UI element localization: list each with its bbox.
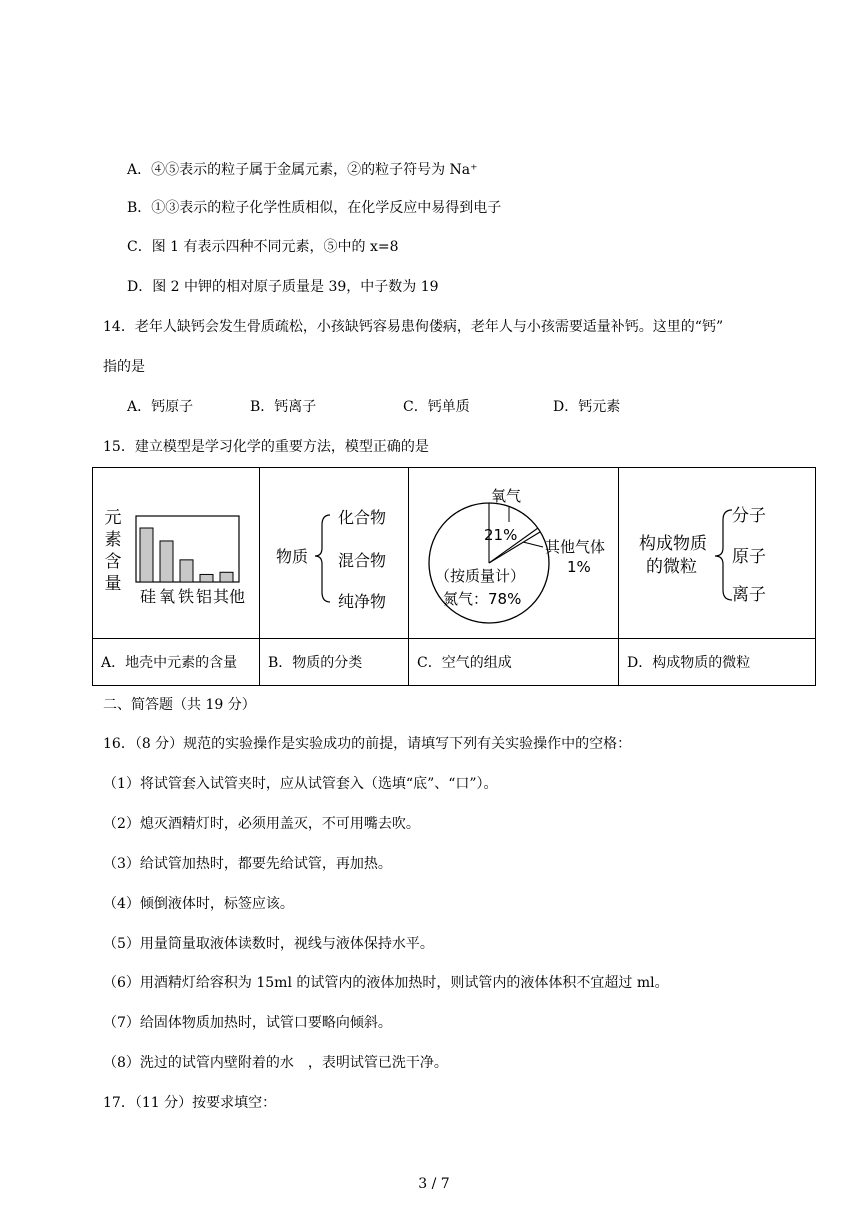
- model-c-oxygen-label: 氧气: [491, 487, 522, 505]
- model-b-brace: [315, 515, 330, 602]
- model-c-other-pct: 1%: [567, 558, 591, 576]
- model-a-ylabel-char: 元: [104, 508, 122, 528]
- model-b-root: 物质: [276, 547, 309, 566]
- model-b-branch: 化合物: [338, 508, 387, 527]
- model-a-ylabel-char: 含: [104, 552, 122, 572]
- q13-option-b: B．①③表示的粒子化学性质相似，在化学反应中易得到电子: [127, 200, 502, 216]
- q16-item-6: （6）用酒精灯给容积为 15ml 的试管内的液体加热时，则试管内的液体体积不宜超过 ml。: [103, 975, 669, 991]
- q16-stem: 16．（8 分）规范的实验操作是实验成功的前提，请填写下列有关实验操作中的空格：: [103, 736, 632, 752]
- model-d-root-line2: 的微粒: [646, 557, 697, 577]
- q14-option-d: D．钙元素: [553, 399, 621, 415]
- model-b-branch: 纯净物: [338, 592, 387, 611]
- model-b-caption: B．物质的分类: [260, 639, 409, 686]
- q13-option-d: D．图 2 中钾的相对原子质量是 39，中子数为 19: [127, 279, 439, 295]
- model-d-branch: 分子: [732, 506, 766, 526]
- model-c-basis: （按质量计）: [435, 567, 526, 585]
- q13-option-c: C．图 1 有表示四种不同元素，⑤中的 x=8: [127, 239, 399, 255]
- model-a-category-label: 铁: [177, 587, 195, 606]
- model-a-ylabel-char: 素: [104, 530, 122, 550]
- model-a-caption: A．地壳中元素的含量: [93, 639, 260, 686]
- model-b-diagram: [260, 468, 408, 638]
- model-d-branch: 原子: [732, 547, 766, 567]
- model-b-branch: 混合物: [338, 551, 387, 570]
- model-d-root-line1: 构成物质: [639, 534, 707, 554]
- q14-option-a: A．钙原子: [127, 399, 194, 415]
- model-c-oxygen-pct: 21%: [484, 526, 518, 544]
- model-a-bar: [160, 541, 173, 582]
- model-c-pie-chart: [409, 468, 618, 638]
- section-heading: 二、简答题（共 19 分）: [103, 697, 256, 713]
- model-d-caption: D．构成物质的微粒: [619, 639, 816, 686]
- q16-item-5: （5）用量筒量取液体读数时，视线与液体保持水平。: [103, 936, 434, 952]
- q15-stem: 15．建立模型是学习化学的重要方法，模型正确的是: [103, 439, 429, 455]
- page-number: 3 / 7: [418, 1176, 450, 1192]
- model-c-caption: C．空气的组成: [409, 639, 619, 686]
- q15-model-table: [92, 467, 816, 686]
- q16-item-8: （8）洗过的试管内壁附着的水 ，表明试管已洗干净。: [103, 1055, 448, 1071]
- q14-option-c: C．钙单质: [403, 399, 470, 415]
- model-a-category-label: 铝: [195, 587, 213, 606]
- model-a-bar: [220, 572, 233, 582]
- model-a-bar: [140, 528, 153, 582]
- model-a-bar: [180, 560, 193, 582]
- model-a-category-label: 硅: [139, 587, 157, 606]
- model-b-cell: [260, 468, 409, 639]
- model-d-cell: [619, 468, 816, 639]
- q14-stem-line2: 指的是: [103, 359, 145, 375]
- model-d-brace: [715, 510, 732, 600]
- model-a-ylabel-char: 量: [104, 574, 122, 594]
- model-c-nitrogen-text: 氮气：78%: [443, 590, 522, 608]
- q16-item-2: （2）熄灭酒精灯时，必须用盖灭，不可用嘴去吹。: [103, 816, 420, 832]
- model-c-cell: [409, 468, 619, 639]
- model-a-bar: [200, 574, 213, 582]
- model-c-other-label: 其他气体: [545, 538, 606, 556]
- model-a-cell: [93, 468, 260, 639]
- q16-item-7: （7）给固体物质加热时，试管口要略向倾斜。: [103, 1015, 392, 1031]
- q13-option-a: A．④⑤表示的粒子属于金属元素，②的粒子符号为 Na⁺: [127, 162, 478, 178]
- q16-item-4: （4）倾倒液体时，标签应该。: [103, 896, 294, 912]
- model-d-diagram: [619, 468, 815, 638]
- q14-stem-line1: 14．老年人缺钙会发生骨质疏松，小孩缺钙容易患佝偻病，老年人与小孩需要适量补钙。这里的“钙”: [103, 319, 724, 335]
- q16-item-3: （3）给试管加热时，都要先给试管，再加热。: [103, 856, 392, 872]
- model-a-category-label: 其他: [212, 587, 246, 606]
- q17-stem: 17．（11 分）按要求填空：: [103, 1095, 277, 1111]
- model-a-category-label: 氧: [158, 587, 176, 606]
- model-d-branch: 离子: [732, 585, 766, 605]
- q14-option-b: B．钙离子: [250, 399, 317, 415]
- q16-item-1: （1）将试管套入试管夹时，应从试管套入（选填“底”、“口”）。: [103, 776, 498, 792]
- model-a-bar-chart: [93, 468, 259, 638]
